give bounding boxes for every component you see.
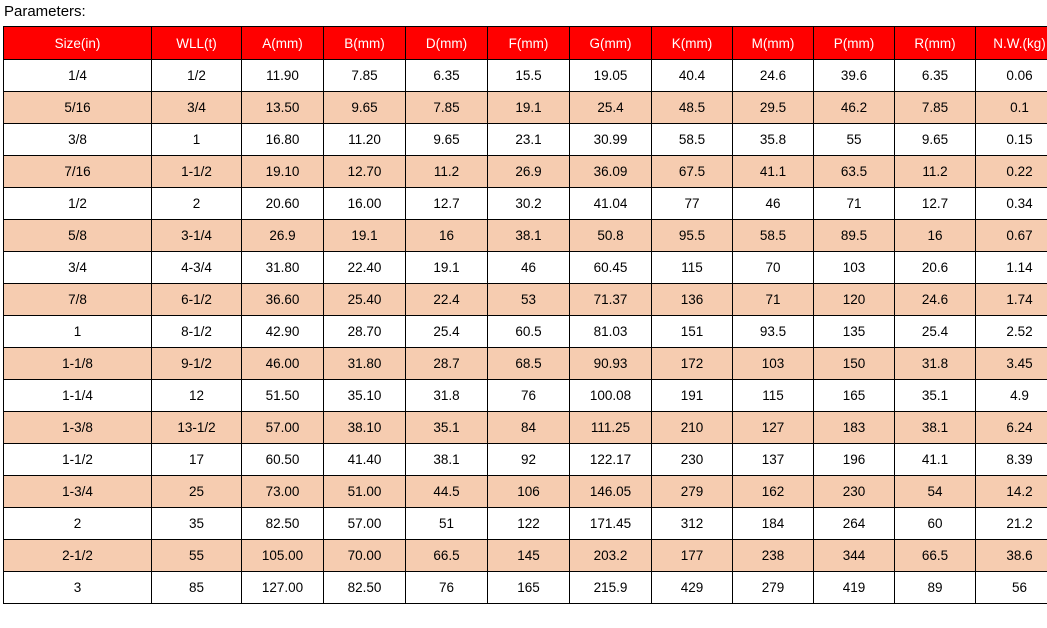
table-cell: 60.50	[242, 444, 324, 476]
table-cell: 0.1	[976, 92, 1047, 124]
table-cell: 39.6	[814, 60, 895, 92]
table-cell: 12.70	[324, 156, 406, 188]
table-cell: 344	[814, 540, 895, 572]
table-cell: 4.9	[976, 380, 1047, 412]
table-row	[4, 156, 1047, 188]
table-cell: 3-1/4	[152, 220, 242, 252]
table-cell: 6.24	[976, 412, 1047, 444]
table-cell: 71	[814, 188, 895, 220]
table-cell: 150	[814, 348, 895, 380]
table-cell: 16.00	[324, 188, 406, 220]
table-row	[4, 508, 1047, 540]
table-cell: 1.14	[976, 252, 1047, 284]
table-cell: 92	[488, 444, 570, 476]
table-cell: 115	[733, 380, 814, 412]
table-cell: 210	[652, 412, 733, 444]
table-cell: 19.1	[324, 220, 406, 252]
table-cell: 6.35	[895, 60, 976, 92]
table-cell: 111.25	[570, 412, 652, 444]
table-cell: 11.2	[895, 156, 976, 188]
table-cell: 28.70	[324, 316, 406, 348]
table-cell: 60	[895, 508, 976, 540]
table-cell: 38.10	[324, 412, 406, 444]
table-cell: 21.2	[976, 508, 1047, 540]
table-cell: 76	[406, 572, 488, 604]
table-cell: 60.5	[488, 316, 570, 348]
table-cell: 89	[895, 572, 976, 604]
table-cell: 230	[814, 476, 895, 508]
column-header-wll: WLL(t)	[152, 27, 242, 60]
table-cell: 230	[652, 444, 733, 476]
column-header-k: K(mm)	[652, 27, 733, 60]
table-cell: 82.50	[242, 508, 324, 540]
table-cell: 172	[652, 348, 733, 380]
table-cell: 35.10	[324, 380, 406, 412]
table-row	[4, 252, 1047, 284]
table-cell: 11.20	[324, 124, 406, 156]
table-cell: 20.6	[895, 252, 976, 284]
table-cell: 1-3/8	[4, 412, 152, 444]
table-cell: 183	[814, 412, 895, 444]
column-header-a: A(mm)	[242, 27, 324, 60]
table-cell: 1	[152, 124, 242, 156]
table-cell: 58.5	[652, 124, 733, 156]
table-cell: 41.04	[570, 188, 652, 220]
table-cell: 66.5	[406, 540, 488, 572]
table-cell: 1-1/4	[4, 380, 152, 412]
table-cell: 15.5	[488, 60, 570, 92]
table-cell: 7.85	[406, 92, 488, 124]
table-row	[4, 444, 1047, 476]
table-cell: 24.6	[895, 284, 976, 316]
table-cell: 35.8	[733, 124, 814, 156]
table-cell: 3	[4, 572, 152, 604]
table-cell: 38.1	[895, 412, 976, 444]
table-cell: 12	[152, 380, 242, 412]
table-cell: 11.90	[242, 60, 324, 92]
table-cell: 19.1	[406, 252, 488, 284]
table-cell: 165	[488, 572, 570, 604]
table-cell: 55	[814, 124, 895, 156]
table-cell: 1-3/4	[4, 476, 152, 508]
table-cell: 44.5	[406, 476, 488, 508]
table-cell: 1-1/2	[152, 156, 242, 188]
table-cell: 84	[488, 412, 570, 444]
table-cell: 73.00	[242, 476, 324, 508]
table-cell: 46	[733, 188, 814, 220]
table-cell: 429	[652, 572, 733, 604]
table-cell: 38.1	[406, 444, 488, 476]
table-cell: 25	[152, 476, 242, 508]
table-cell: 38.6	[976, 540, 1047, 572]
table-body	[4, 60, 1047, 604]
table-row	[4, 220, 1047, 252]
table-cell: 2-1/2	[4, 540, 152, 572]
table-cell: 0.22	[976, 156, 1047, 188]
table-cell: 2	[4, 508, 152, 540]
table-cell: 23.1	[488, 124, 570, 156]
table-row	[4, 572, 1047, 604]
table-cell: 115	[652, 252, 733, 284]
table-cell: 196	[814, 444, 895, 476]
table-cell: 12.7	[895, 188, 976, 220]
table-cell: 70.00	[324, 540, 406, 572]
table-cell: 5/8	[4, 220, 152, 252]
table-cell: 3.45	[976, 348, 1047, 380]
table-cell: 9.65	[324, 92, 406, 124]
table-cell: 26.9	[242, 220, 324, 252]
table-cell: 177	[652, 540, 733, 572]
table-cell: 7/16	[4, 156, 152, 188]
table-cell: 25.4	[895, 316, 976, 348]
table-cell: 137	[733, 444, 814, 476]
table-cell: 90.93	[570, 348, 652, 380]
table-cell: 19.10	[242, 156, 324, 188]
table-cell: 9.65	[406, 124, 488, 156]
table-cell: 36.09	[570, 156, 652, 188]
table-cell: 24.6	[733, 60, 814, 92]
table-cell: 31.80	[324, 348, 406, 380]
table-cell: 25.40	[324, 284, 406, 316]
column-header-f: F(mm)	[488, 27, 570, 60]
table-cell: 2	[152, 188, 242, 220]
table-cell: 1/2	[4, 188, 152, 220]
table-cell: 35.1	[895, 380, 976, 412]
table-cell: 165	[814, 380, 895, 412]
table-cell: 41.1	[733, 156, 814, 188]
table-cell: 203.2	[570, 540, 652, 572]
table-cell: 136	[652, 284, 733, 316]
table-cell: 106	[488, 476, 570, 508]
table-cell: 0.67	[976, 220, 1047, 252]
table-cell: 127.00	[242, 572, 324, 604]
table-cell: 279	[733, 572, 814, 604]
table-row	[4, 540, 1047, 572]
column-header-p: P(mm)	[814, 27, 895, 60]
table-cell: 146.05	[570, 476, 652, 508]
table-cell: 31.8	[406, 380, 488, 412]
table-cell: 6-1/2	[152, 284, 242, 316]
table-row	[4, 476, 1047, 508]
table-cell: 13.50	[242, 92, 324, 124]
table-cell: 1.74	[976, 284, 1047, 316]
table-cell: 19.1	[488, 92, 570, 124]
table-cell: 22.4	[406, 284, 488, 316]
table-cell: 89.5	[814, 220, 895, 252]
table-cell: 57.00	[242, 412, 324, 444]
table-cell: 3/8	[4, 124, 152, 156]
table-cell: 13-1/2	[152, 412, 242, 444]
table-cell: 35.1	[406, 412, 488, 444]
table-cell: 103	[733, 348, 814, 380]
table-cell: 77	[652, 188, 733, 220]
table-cell: 67.5	[652, 156, 733, 188]
table-row	[4, 348, 1047, 380]
table-cell: 56	[976, 572, 1047, 604]
table-cell: 76	[488, 380, 570, 412]
table-cell: 215.9	[570, 572, 652, 604]
table-cell: 54	[895, 476, 976, 508]
table-cell: 93.5	[733, 316, 814, 348]
table-cell: 70	[733, 252, 814, 284]
table-cell: 95.5	[652, 220, 733, 252]
table-cell: 127	[733, 412, 814, 444]
table-cell: 3/4	[152, 92, 242, 124]
table-cell: 48.5	[652, 92, 733, 124]
table-cell: 16.80	[242, 124, 324, 156]
table-cell: 120	[814, 284, 895, 316]
table-cell: 14.2	[976, 476, 1047, 508]
table-cell: 7/8	[4, 284, 152, 316]
table-cell: 20.60	[242, 188, 324, 220]
table-cell: 1	[4, 316, 152, 348]
table-cell: 135	[814, 316, 895, 348]
table-cell: 31.8	[895, 348, 976, 380]
table-cell: 238	[733, 540, 814, 572]
table-cell: 184	[733, 508, 814, 540]
table-cell: 30.99	[570, 124, 652, 156]
table-cell: 7.85	[324, 60, 406, 92]
table-cell: 151	[652, 316, 733, 348]
table-cell: 41.1	[895, 444, 976, 476]
table-cell: 145	[488, 540, 570, 572]
table-cell: 71.37	[570, 284, 652, 316]
table-cell: 50.8	[570, 220, 652, 252]
table-cell: 122.17	[570, 444, 652, 476]
table-cell: 11.2	[406, 156, 488, 188]
page-title: Parameters:	[4, 3, 86, 20]
table-cell: 53	[488, 284, 570, 316]
table-cell: 46.2	[814, 92, 895, 124]
table-row	[4, 316, 1047, 348]
table-cell: 71	[733, 284, 814, 316]
column-header-b: B(mm)	[324, 27, 406, 60]
table-cell: 19.05	[570, 60, 652, 92]
table-cell: 58.5	[733, 220, 814, 252]
table-cell: 1/2	[152, 60, 242, 92]
table-cell: 8-1/2	[152, 316, 242, 348]
table-cell: 8.39	[976, 444, 1047, 476]
table-cell: 12.7	[406, 188, 488, 220]
table-row	[4, 124, 1047, 156]
column-header-r: R(mm)	[895, 27, 976, 60]
table-cell: 57.00	[324, 508, 406, 540]
table-cell: 1-1/8	[4, 348, 152, 380]
table-cell: 16	[895, 220, 976, 252]
table-cell: 16	[406, 220, 488, 252]
table-cell: 279	[652, 476, 733, 508]
table-cell: 81.03	[570, 316, 652, 348]
parameters-table	[3, 26, 1047, 604]
table-cell: 5/16	[4, 92, 152, 124]
table-cell: 2.52	[976, 316, 1047, 348]
column-header-d: D(mm)	[406, 27, 488, 60]
table-cell: 46.00	[242, 348, 324, 380]
table-cell: 103	[814, 252, 895, 284]
table-cell: 0.06	[976, 60, 1047, 92]
table-row	[4, 92, 1047, 124]
table-cell: 9-1/2	[152, 348, 242, 380]
table-cell: 51	[406, 508, 488, 540]
table-cell: 100.08	[570, 380, 652, 412]
table-cell: 22.40	[324, 252, 406, 284]
table-cell: 0.34	[976, 188, 1047, 220]
table-cell: 82.50	[324, 572, 406, 604]
table-row	[4, 284, 1047, 316]
table-header-row	[4, 27, 1047, 60]
table-cell: 60.45	[570, 252, 652, 284]
table-cell: 105.00	[242, 540, 324, 572]
table-cell: 31.80	[242, 252, 324, 284]
table-cell: 25.4	[406, 316, 488, 348]
table-cell: 38.1	[488, 220, 570, 252]
table-cell: 419	[814, 572, 895, 604]
table-cell: 29.5	[733, 92, 814, 124]
table-cell: 162	[733, 476, 814, 508]
table-cell: 191	[652, 380, 733, 412]
column-header-m: M(mm)	[733, 27, 814, 60]
column-header-nw: N.W.(kg)	[976, 27, 1047, 60]
table-cell: 17	[152, 444, 242, 476]
table-cell: 1/4	[4, 60, 152, 92]
table-cell: 122	[488, 508, 570, 540]
table-cell: 46	[488, 252, 570, 284]
table-cell: 264	[814, 508, 895, 540]
table-cell: 40.4	[652, 60, 733, 92]
table-cell: 312	[652, 508, 733, 540]
table-cell: 66.5	[895, 540, 976, 572]
table-cell: 36.60	[242, 284, 324, 316]
table-cell: 85	[152, 572, 242, 604]
table-cell: 4-3/4	[152, 252, 242, 284]
table-cell: 68.5	[488, 348, 570, 380]
table-cell: 171.45	[570, 508, 652, 540]
column-header-g: G(mm)	[570, 27, 652, 60]
table-row	[4, 188, 1047, 220]
table-cell: 26.9	[488, 156, 570, 188]
table-cell: 1-1/2	[4, 444, 152, 476]
table-row	[4, 60, 1047, 92]
table-cell: 25.4	[570, 92, 652, 124]
table-cell: 63.5	[814, 156, 895, 188]
table-cell: 9.65	[895, 124, 976, 156]
table-cell: 30.2	[488, 188, 570, 220]
table-cell: 41.40	[324, 444, 406, 476]
table-cell: 51.00	[324, 476, 406, 508]
table-cell: 55	[152, 540, 242, 572]
table-cell: 51.50	[242, 380, 324, 412]
table-cell: 42.90	[242, 316, 324, 348]
table-row	[4, 412, 1047, 444]
table-cell: 7.85	[895, 92, 976, 124]
table-cell: 3/4	[4, 252, 152, 284]
table-cell: 35	[152, 508, 242, 540]
table-row	[4, 380, 1047, 412]
column-header-size: Size(in)	[4, 27, 152, 60]
table-cell: 6.35	[406, 60, 488, 92]
table-cell: 0.15	[976, 124, 1047, 156]
table-cell: 28.7	[406, 348, 488, 380]
